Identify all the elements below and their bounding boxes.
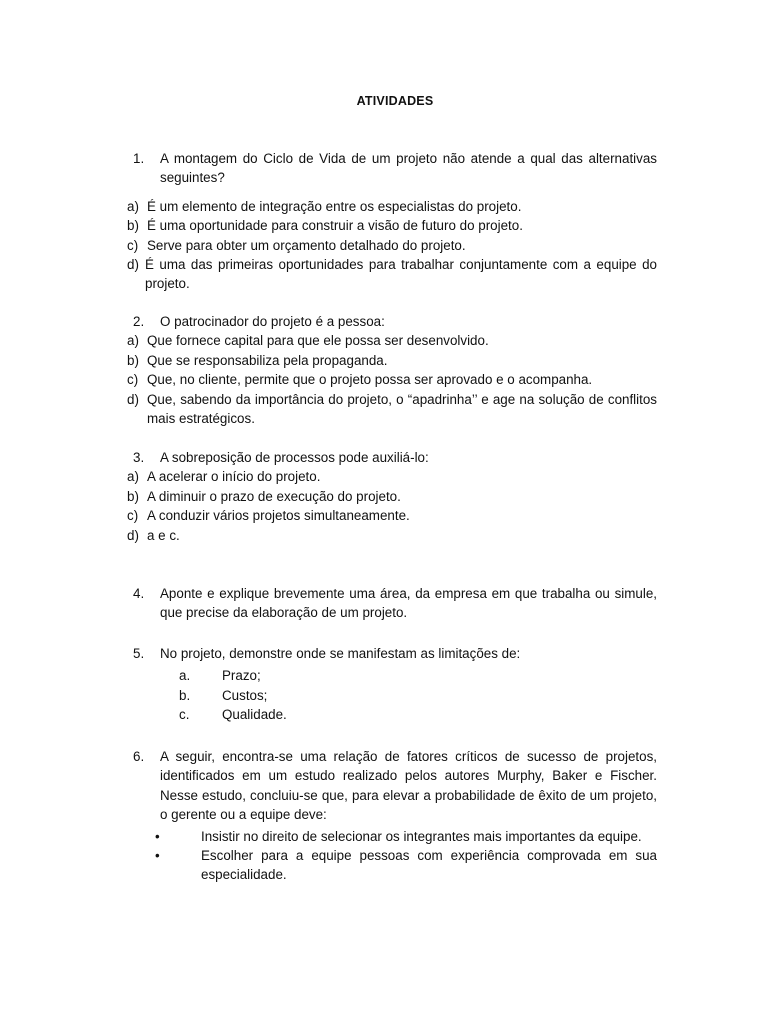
question-text: O patrocinador do projeto é a pessoa: bbox=[160, 314, 385, 329]
option-d bbox=[127, 526, 657, 545]
option-label: b) bbox=[127, 352, 139, 368]
option-text: A acelerar o início do projeto. bbox=[147, 469, 321, 485]
option-d bbox=[127, 390, 657, 429]
option-a bbox=[127, 467, 657, 486]
option-d bbox=[127, 255, 657, 294]
question-text: A seguir, encontra-se uma relação de fatores críticos de sucesso de projetos, identificados em um estudo realizado pelos autores Murphy, Baker e Fischer. Nesse estudo, concluiu-se que, para elevar a probabilidade de êxito de um projeto, o gerente ou a equipe deve: bbox=[160, 749, 657, 823]
option-text: É uma oportunidade para construir a visão de futuro do projeto. bbox=[147, 218, 523, 234]
question-4 bbox=[133, 584, 657, 623]
question-text: A montagem do Ciclo de Vida de um projeto não atende a qual das alternativas seguintes? bbox=[160, 151, 657, 186]
question-number: 1. bbox=[133, 151, 145, 166]
question-1 bbox=[127, 149, 657, 294]
option-label: b) bbox=[127, 488, 139, 504]
bullet-list bbox=[155, 827, 657, 885]
limitation-item bbox=[176, 686, 657, 705]
option-b bbox=[127, 487, 657, 506]
bullet-text: Insistir no direito de selecionar os integrantes mais importantes da equipe. bbox=[201, 828, 642, 844]
option-text: Serve para obter um orçamento detalhado do projeto. bbox=[147, 237, 466, 253]
question-3 bbox=[127, 448, 657, 545]
item-text: Qualidade. bbox=[222, 707, 287, 723]
option-label: d) bbox=[127, 527, 139, 543]
bullet-item bbox=[155, 846, 657, 885]
option-label: c) bbox=[127, 508, 139, 524]
option-text: Que se responsabiliza pela propaganda. bbox=[147, 352, 388, 368]
item-text: Custos; bbox=[222, 687, 268, 703]
option-text: Que, sabendo da importância do projeto, o “apadrinha’’ e age na solução de conflitos mais estratégicos. bbox=[147, 391, 657, 427]
question-number: 5. bbox=[133, 646, 145, 661]
option-label: a) bbox=[127, 333, 139, 349]
item-label: b. bbox=[179, 687, 191, 703]
page-title: ATIVIDADES bbox=[356, 94, 434, 108]
option-a bbox=[127, 197, 657, 216]
option-text: A conduzir vários projetos simultaneamente. bbox=[147, 508, 410, 524]
option-c bbox=[127, 506, 657, 525]
option-label: c) bbox=[127, 237, 139, 253]
option-c bbox=[127, 236, 657, 255]
bullet-text: Escolher para a equipe pessoas com experiência comprovada em sua especialidade. bbox=[201, 848, 657, 883]
bullet-icon: • bbox=[155, 848, 160, 864]
item-label: a. bbox=[179, 668, 191, 684]
option-text: Que, no cliente, permite que o projeto possa ser aprovado e o acompanha. bbox=[147, 372, 593, 388]
option-b bbox=[127, 351, 657, 370]
option-label: c) bbox=[127, 372, 139, 388]
option-b bbox=[127, 216, 657, 235]
question-6 bbox=[133, 747, 657, 885]
option-c bbox=[127, 370, 657, 389]
bullet-icon: • bbox=[155, 828, 160, 844]
question-5 bbox=[133, 644, 657, 725]
option-label: a) bbox=[127, 198, 139, 214]
option-text: É um elemento de integração entre os especialistas do projeto. bbox=[147, 198, 522, 214]
item-text: Prazo; bbox=[222, 668, 261, 684]
question-text: A sobreposição de processos pode auxiliá-lo: bbox=[160, 450, 429, 465]
option-text: A diminuir o prazo de execução do projeto. bbox=[147, 488, 401, 504]
bullet-item bbox=[155, 827, 657, 846]
limitation-item bbox=[176, 666, 657, 685]
option-list bbox=[127, 197, 657, 294]
item-label: c. bbox=[179, 707, 190, 723]
option-text: a e c. bbox=[147, 527, 180, 543]
limitation-list bbox=[176, 666, 657, 724]
question-number: 4. bbox=[133, 586, 145, 601]
option-text: Que fornece capital para que ele possa ser desenvolvido. bbox=[147, 333, 489, 349]
question-2 bbox=[127, 312, 657, 428]
question-text: Aponte e explique brevemente uma área, da empresa em que trabalha ou simule, que precise da elaboração de um projeto. bbox=[160, 586, 657, 621]
limitation-item bbox=[176, 705, 657, 724]
option-label: d) bbox=[127, 391, 139, 407]
option-label: a) bbox=[127, 469, 139, 485]
option-text: É uma das primeiras oportunidades para trabalhar conjuntamente com a equipe do projeto. bbox=[145, 257, 657, 292]
question-number: 6. bbox=[133, 749, 145, 764]
option-list bbox=[127, 467, 657, 545]
option-a bbox=[127, 331, 657, 350]
option-label: b) bbox=[127, 218, 139, 234]
option-list bbox=[127, 331, 657, 428]
question-text: No projeto, demonstre onde se manifestam as limitações de: bbox=[160, 646, 521, 661]
question-number: 2. bbox=[133, 314, 145, 329]
question-number: 3. bbox=[133, 450, 145, 465]
option-label: d) bbox=[127, 257, 139, 273]
